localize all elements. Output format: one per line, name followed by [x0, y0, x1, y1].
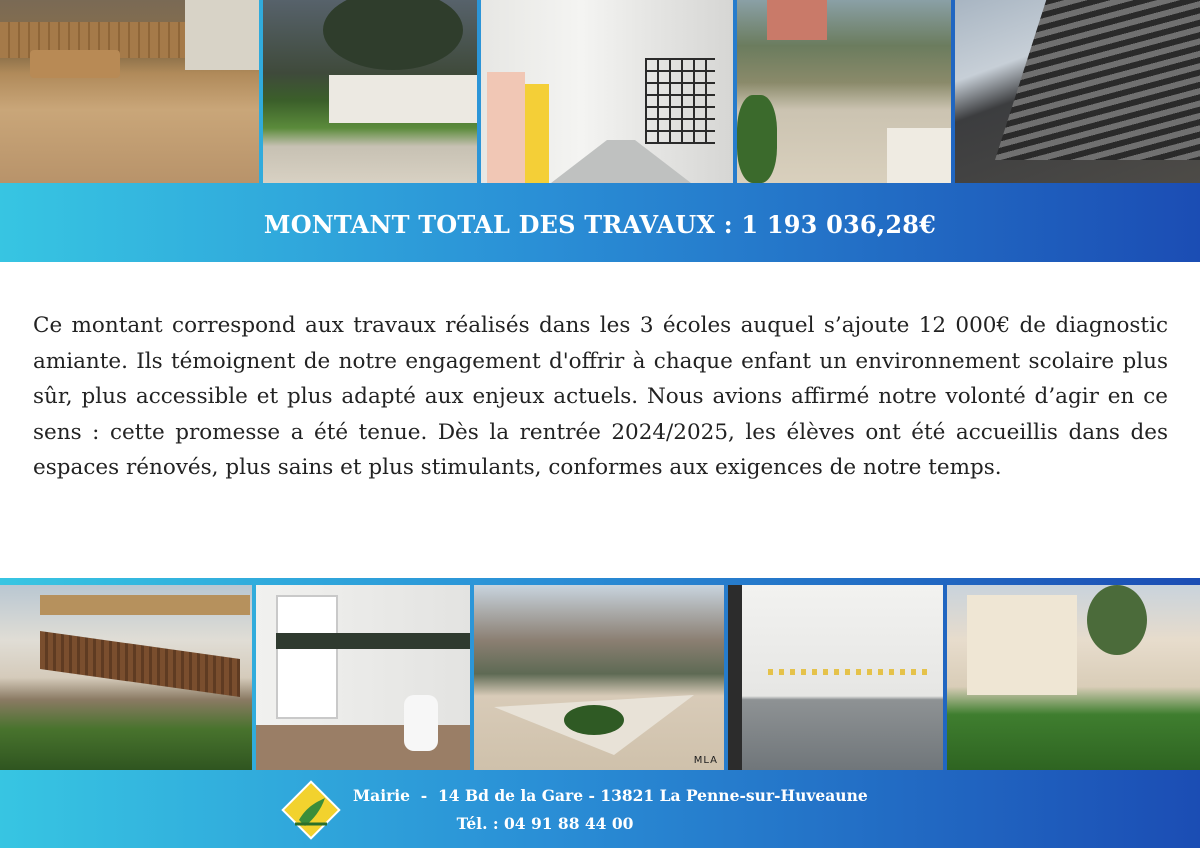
photo-planter: [887, 128, 951, 183]
photo-floor: [551, 140, 691, 183]
photo-tile-stripe: [276, 633, 470, 649]
photo-louvers: [995, 0, 1200, 160]
photo-wooden-ramp: [40, 631, 240, 697]
photo-sunshade: [955, 0, 1200, 183]
photo-pergola: [40, 595, 250, 615]
photo-shrub: [737, 95, 777, 183]
photo-courtyard: [737, 0, 951, 183]
photo-playground: [0, 0, 259, 183]
photo-schoolyard-wall: [263, 0, 477, 183]
footer-address: Mairie - 14 Bd de la Gare - 13821 La Penne-sur-Huveaune: [353, 786, 868, 805]
photo-coat-hooks: [768, 669, 928, 675]
footer-phone: Tél. : 04 91 88 44 00: [456, 814, 634, 833]
photo-wall: [185, 0, 259, 70]
photo-lawn: [947, 585, 1200, 770]
town-logo: [281, 780, 341, 840]
photo-cloakroom: [728, 585, 943, 770]
photo-building: [767, 0, 827, 40]
photo-stall: [276, 595, 338, 719]
photo-pink-door: [487, 72, 525, 183]
photo-bench-planter: [474, 585, 724, 770]
photo-play-structure: [30, 50, 120, 78]
body-paragraph: Ce montant correspond aux travaux réalisés dans les 3 écoles auquel s’ajoute 12 000€ de diagnostic amiante. Ils témoignent de notre engagement d'offrir à chaque enfant un environnement scolaire plus sûr, plus accessible et plus adapté aux enjeux actuels. Nous avions affirmé notre volonté d’agir en ce sens : cette promesse a été tenue. Dès la rentrée 2024/2025, les élèves ont été accueillis dans des espaces rénovés, plus sains et plus stimulants, conformes aux exigences de notre temps.: [33, 313, 1168, 480]
photo-restroom: [256, 585, 470, 770]
photo-white-wall: [329, 75, 477, 123]
photo-display-grid: [645, 58, 715, 144]
page-title: MONTANT TOTAL DES TRAVAUX : 1 193 036,28€: [263, 209, 937, 239]
photo-yellow-panel: [525, 84, 549, 183]
photo-tree: [323, 0, 463, 70]
photo-building: [967, 595, 1077, 695]
photo-ramp-pergola: [0, 585, 252, 770]
photo-corridor: [481, 0, 733, 183]
photo-plants: [564, 705, 624, 735]
photo-toilet: [404, 695, 438, 751]
photo-door-frame: [728, 585, 742, 770]
photo-tree: [1087, 585, 1147, 655]
photo-watermark: MLA: [693, 755, 718, 766]
